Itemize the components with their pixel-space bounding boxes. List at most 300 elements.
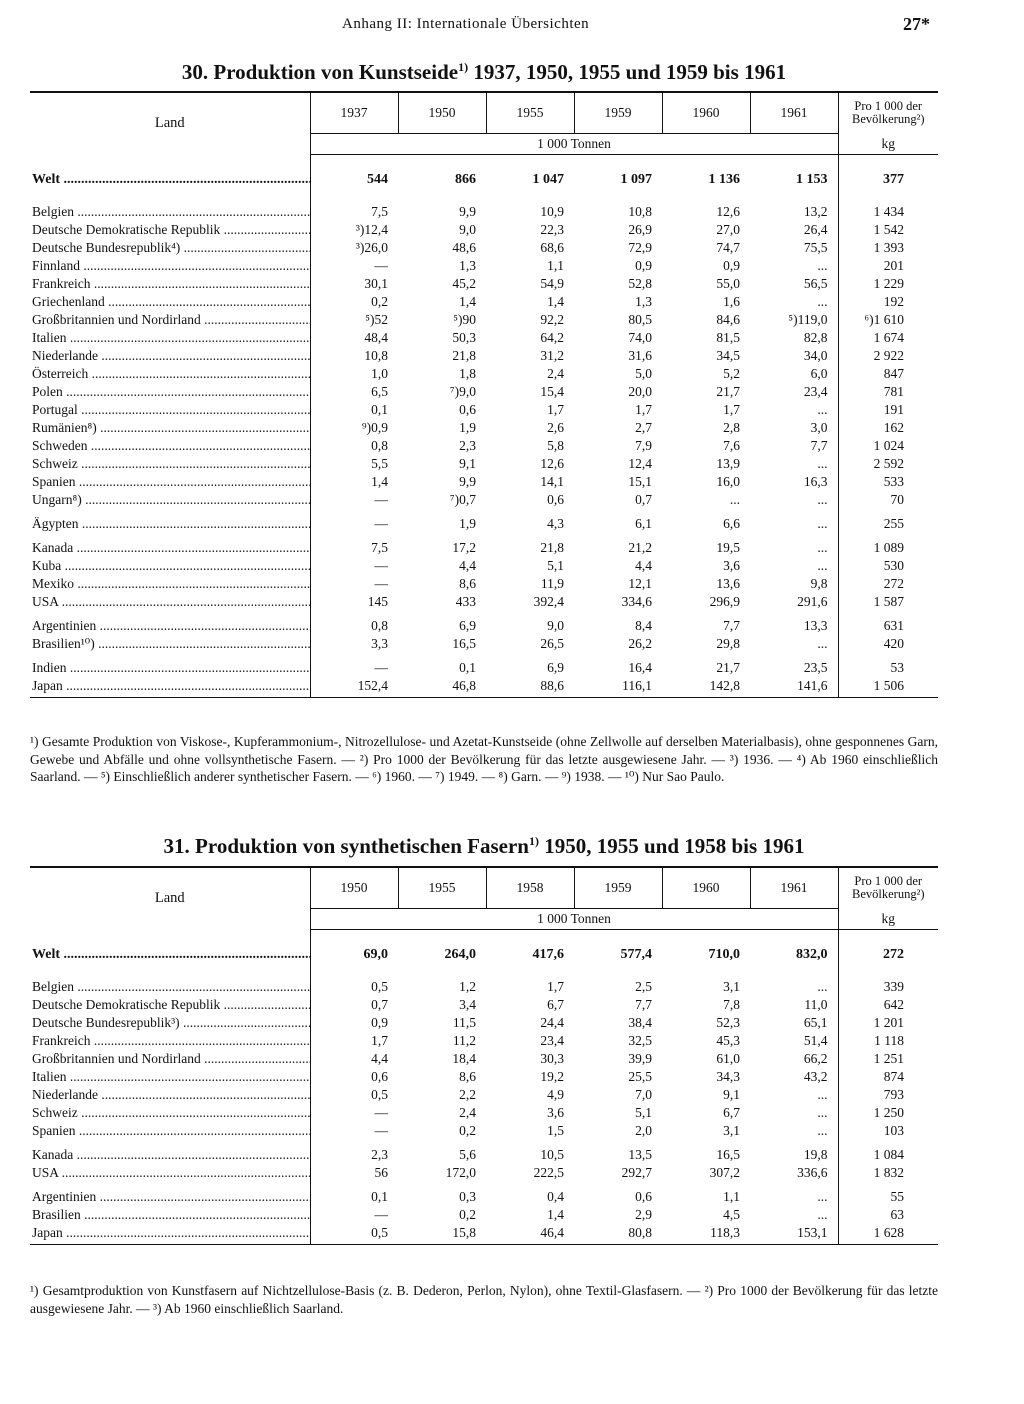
value-cell: ³)12,4 [355, 222, 388, 237]
year-header: 1950 [398, 92, 486, 134]
per-capita-cell: 377 [883, 172, 904, 187]
year-header: 1960 [662, 92, 750, 134]
value-cell: 14,1 [540, 474, 564, 489]
country-cell: Ägypten ..... [30, 509, 310, 533]
value-cell: 1,7 [547, 979, 564, 994]
value-cell: ... [729, 492, 740, 507]
value-cell: 1,4 [371, 474, 388, 489]
table-31-body [30, 930, 938, 1245]
value-cell: 66,2 [750, 1050, 838, 1068]
value-cell: ... [750, 1104, 838, 1122]
value-cell: 5,8 [547, 438, 564, 453]
table-row [30, 239, 938, 257]
country-cell: Niederlande ..... [30, 1086, 310, 1104]
table-30-title: 30. Produktion von Kunstseide$^{1)}$ 1937, 1950, 1955 und 1959 bis 1961 [181, 60, 787, 84]
value-cell: 19,2 [540, 1069, 564, 1084]
value-cell: 55,0 [716, 276, 740, 291]
value-cell: 16,3 [750, 473, 838, 491]
value-cell: 27,0 [716, 222, 740, 237]
table-row [30, 533, 938, 557]
country-cell: Deutsche Demokratische Republik ..... [30, 221, 310, 239]
table-30-body [30, 155, 938, 698]
value-cell: 17,2 [452, 540, 476, 555]
year-header: 1955 [486, 92, 574, 134]
value-cell: 0,3 [459, 1189, 476, 1204]
per-capita-cell: 1 587 [873, 594, 904, 609]
country-cell: Italien ..... [30, 1068, 310, 1086]
year-header: 1960 [662, 867, 750, 909]
table-31-footnotes: ¹) Gesamtproduktion von Kunstfasern auf Nichtzellulose-Basis (z. B. Dederon, Perlon, Nylon), ohne Textil-Glasfasern. — ²) Pro 1000 der Bevölkerung für das letzte ausgewiesene Jahr. — ³) Ab 1960 einschließlich Saarland. [30, 1283, 938, 1316]
table-row [30, 1032, 938, 1050]
country-cell: Deutsche Bundesrepublik³) ..... [30, 1014, 310, 1032]
value-cell: 19,5 [716, 540, 740, 555]
value-cell: 141,6 [750, 677, 838, 698]
value-cell: ... [750, 257, 838, 275]
year-header: 1959 [574, 92, 662, 134]
value-cell: 16,5 [452, 636, 476, 651]
per-capita-cell: 530 [883, 558, 904, 573]
year-header: 1950 [310, 867, 398, 909]
value-cell: 34,0 [750, 347, 838, 365]
value-cell: 13,6 [716, 576, 740, 591]
per-capita-cell: 1 628 [838, 1224, 938, 1245]
per-capita-cell: 874 [883, 1069, 904, 1084]
land-column-header: Land [30, 867, 310, 930]
value-cell: 6,7 [547, 997, 564, 1012]
value-cell: 3,1 [723, 1123, 740, 1138]
value-cell: 15,4 [540, 384, 564, 399]
country-cell: Portugal ..... [30, 401, 310, 419]
value-cell: — [374, 1207, 388, 1222]
value-cell: 7,9 [635, 438, 652, 453]
per-capita-cell: 201 [883, 258, 904, 273]
value-cell: 0,2 [459, 1207, 476, 1222]
value-cell: 3,0 [750, 419, 838, 437]
country-cell: Japan ..... [30, 677, 310, 698]
value-cell: 7,0 [635, 1087, 652, 1102]
value-cell: 2,8 [723, 420, 740, 435]
table-row [30, 1014, 938, 1032]
value-cell: 21,8 [540, 540, 564, 555]
table-row [30, 455, 938, 473]
value-cell: 142,8 [662, 677, 750, 698]
year-header: 1961 [750, 867, 838, 909]
value-cell: 0,6 [459, 402, 476, 417]
per-capita-cell: 255 [883, 516, 904, 531]
country-cell: Großbritannien und Nordirland ..... [30, 1050, 310, 1068]
value-cell: 1,3 [459, 258, 476, 273]
value-cell: ... [750, 1182, 838, 1206]
value-cell: 118,3 [662, 1224, 750, 1245]
table-row [30, 1164, 938, 1182]
table-row [30, 329, 938, 347]
value-cell: 9,0 [459, 222, 476, 237]
value-cell: 21,7 [716, 660, 740, 675]
table-row [30, 203, 938, 221]
value-cell: 2,2 [459, 1087, 476, 1102]
value-cell: 7,7 [723, 618, 740, 633]
value-cell: 7,6 [723, 438, 740, 453]
value-cell: 56,5 [750, 275, 838, 293]
value-cell: 26,4 [750, 221, 838, 239]
value-cell: 56 [374, 1165, 388, 1180]
value-cell: 1,2 [459, 979, 476, 994]
value-cell: 145 [367, 594, 388, 609]
per-capita-cell: 1 674 [873, 330, 904, 345]
per-capita-header: Pro 1 000 der Bevölkerung²) [838, 92, 938, 134]
table-row [30, 1068, 938, 1086]
value-cell: 6,5 [371, 384, 388, 399]
value-cell: — [374, 558, 388, 573]
value-cell: 0,5 [371, 979, 388, 994]
value-cell: 1,3 [635, 294, 652, 309]
table-row [30, 575, 938, 593]
table-row [30, 221, 938, 239]
value-cell: 51,4 [750, 1032, 838, 1050]
value-cell: 13,2 [750, 203, 838, 221]
value-cell: 0,1 [371, 402, 388, 417]
value-cell: 4,9 [547, 1087, 564, 1102]
table-row [30, 257, 938, 275]
value-cell: 0,1 [459, 660, 476, 675]
value-cell: 12,4 [628, 456, 652, 471]
value-cell: 832,0 [750, 930, 838, 979]
country-cell: Schweden ..... [30, 437, 310, 455]
table-row [30, 1206, 938, 1224]
value-cell: 5,1 [635, 1105, 652, 1120]
value-cell: 13,3 [750, 611, 838, 635]
value-cell: 334,6 [621, 594, 652, 609]
value-cell: 264,0 [444, 947, 476, 962]
country-cell: Ungarn⁸) ..... [30, 491, 310, 509]
country-cell: Kuba ..... [30, 557, 310, 575]
per-capita-cell: 192 [883, 294, 904, 309]
value-cell: 34,3 [716, 1069, 740, 1084]
per-capita-unit: kg [838, 909, 938, 930]
table-row [30, 1086, 938, 1104]
table-row [30, 419, 938, 437]
per-capita-cell: 272 [883, 947, 904, 962]
value-cell: — [374, 1123, 388, 1138]
value-cell: 39,9 [628, 1051, 652, 1066]
value-cell: 24,4 [540, 1015, 564, 1030]
value-cell: 417,6 [532, 947, 564, 962]
value-cell: ⁷)9,0 [449, 384, 476, 399]
table-31-synthetische-fasern [30, 866, 938, 1245]
country-cell: Griechenland ..... [30, 293, 310, 311]
table-row [30, 635, 938, 653]
country-cell: USA ..... [30, 1164, 310, 1182]
value-cell: 25,5 [628, 1069, 652, 1084]
value-cell: 577,4 [620, 947, 652, 962]
value-cell: 32,5 [628, 1033, 652, 1048]
value-cell: 1,7 [547, 402, 564, 417]
value-cell: 2,3 [371, 1147, 388, 1162]
value-cell: 48,6 [452, 240, 476, 255]
value-cell: 0,7 [371, 997, 388, 1012]
value-cell: — [374, 492, 388, 507]
per-capita-cell: 1 084 [873, 1147, 904, 1162]
country-cell: Argentinien ..... [30, 611, 310, 635]
value-cell: 20,0 [628, 384, 652, 399]
country-cell: Kanada ..... [30, 533, 310, 557]
value-cell: ... [750, 557, 838, 575]
value-cell: 50,3 [452, 330, 476, 345]
value-cell: 1,8 [459, 366, 476, 381]
value-cell: 5,1 [547, 558, 564, 573]
per-capita-cell: ⁶)1 610 [864, 312, 904, 327]
per-capita-cell: 631 [883, 618, 904, 633]
value-cell: 65,1 [750, 1014, 838, 1032]
value-cell: 68,6 [540, 240, 564, 255]
value-cell: 5,0 [635, 366, 652, 381]
value-cell: 16,5 [716, 1147, 740, 1162]
value-cell: 54,9 [540, 276, 564, 291]
table-row [30, 311, 938, 329]
value-cell: 7,7 [635, 997, 652, 1012]
value-cell: 0,2 [459, 1123, 476, 1138]
value-cell: 7,8 [723, 997, 740, 1012]
value-cell: 116,1 [574, 677, 662, 698]
table-row [30, 677, 938, 698]
value-cell: ... [750, 1086, 838, 1104]
table-row [30, 401, 938, 419]
value-cell: 2,9 [635, 1207, 652, 1222]
value-cell: 2,6 [547, 420, 564, 435]
country-cell: Deutsche Bundesrepublik⁴) ..... [30, 239, 310, 257]
per-capita-cell: 2 592 [873, 456, 904, 471]
value-cell: 336,6 [750, 1164, 838, 1182]
world-total-row [30, 930, 938, 979]
table-row [30, 1104, 938, 1122]
value-cell: 2,5 [635, 979, 652, 994]
country-cell: USA ..... [30, 593, 310, 611]
country-cell: Belgien ..... [30, 978, 310, 996]
per-capita-cell: 55 [890, 1189, 904, 1204]
value-cell: 23,4 [750, 383, 838, 401]
value-cell: 0,9 [635, 258, 652, 273]
country-cell: Großbritannien und Nordirland ..... [30, 311, 310, 329]
country-cell: Argentinien ..... [30, 1182, 310, 1206]
value-cell: — [374, 516, 388, 531]
country-cell: Frankreich ..... [30, 1032, 310, 1050]
value-cell: 10,5 [540, 1147, 564, 1162]
per-capita-cell: 420 [883, 636, 904, 651]
per-capita-cell: 1 089 [873, 540, 904, 555]
value-cell: 80,8 [574, 1224, 662, 1245]
per-capita-cell: 103 [883, 1123, 904, 1138]
value-cell: 15,8 [398, 1224, 486, 1245]
year-header: 1937 [310, 92, 398, 134]
per-capita-cell: 2 922 [873, 348, 904, 363]
value-cell: 23,5 [750, 653, 838, 677]
country-cell: Kanada ..... [30, 1140, 310, 1164]
table-row [30, 653, 938, 677]
value-cell: 0,1 [371, 1189, 388, 1204]
per-capita-cell: 272 [883, 576, 904, 591]
table-30-kunstseide [30, 91, 938, 698]
value-cell: 29,8 [716, 636, 740, 651]
value-cell: 1,7 [635, 402, 652, 417]
value-cell: 4,3 [547, 516, 564, 531]
per-capita-cell: 781 [883, 384, 904, 399]
value-cell: ⁵)52 [365, 312, 388, 327]
value-cell: 4,4 [459, 558, 476, 573]
country-cell: Deutsche Demokratische Republik ..... [30, 996, 310, 1014]
value-cell: 1,7 [723, 402, 740, 417]
value-cell: 10,8 [364, 348, 388, 363]
value-cell: 3,6 [547, 1105, 564, 1120]
value-cell: ... [750, 455, 838, 473]
country-cell: Welt ..... [30, 930, 310, 979]
value-cell: 5,5 [371, 456, 388, 471]
table-row [30, 275, 938, 293]
value-cell: ... [750, 509, 838, 533]
value-cell: 296,9 [709, 594, 740, 609]
value-cell: 9,9 [459, 474, 476, 489]
table-row [30, 293, 938, 311]
value-cell: 45,3 [716, 1033, 740, 1048]
value-cell: 0,7 [635, 492, 652, 507]
table-row [30, 611, 938, 635]
table-row [30, 1182, 938, 1206]
table-row [30, 437, 938, 455]
table-row [30, 557, 938, 575]
per-capita-cell: 1 542 [873, 222, 904, 237]
value-cell: 1,4 [459, 294, 476, 309]
value-cell: 12,6 [716, 204, 740, 219]
value-cell: 1,1 [547, 258, 564, 273]
value-cell: 6,0 [750, 365, 838, 383]
value-cell: 75,5 [750, 239, 838, 257]
value-cell: 9,1 [459, 456, 476, 471]
value-cell: 31,6 [628, 348, 652, 363]
per-capita-header: Pro 1 000 der Bevölkerung²) [838, 867, 938, 909]
table-row [30, 996, 938, 1014]
value-cell: 80,5 [628, 312, 652, 327]
per-capita-cell: 793 [883, 1087, 904, 1102]
value-cell: 710,0 [708, 947, 740, 962]
value-cell: 1,6 [723, 294, 740, 309]
value-cell: 88,6 [486, 677, 574, 698]
value-cell: 1,5 [547, 1123, 564, 1138]
value-cell: 8,6 [459, 576, 476, 591]
value-cell: 74,0 [628, 330, 652, 345]
country-cell: Indien ..... [30, 653, 310, 677]
country-cell: Japan ..... [30, 1224, 310, 1245]
value-cell: ... [750, 635, 838, 653]
value-cell: ⁹)0,9 [361, 420, 388, 435]
value-cell: 23,4 [540, 1033, 564, 1048]
value-cell: 8,4 [635, 618, 652, 633]
value-cell: 292,7 [621, 1165, 652, 1180]
value-cell: 10,8 [628, 204, 652, 219]
value-cell: 291,6 [750, 593, 838, 611]
value-cell: 43,2 [750, 1068, 838, 1086]
value-cell: 7,5 [371, 540, 388, 555]
value-cell: 2,0 [635, 1123, 652, 1138]
table-row [30, 1122, 938, 1140]
year-header: 1958 [486, 867, 574, 909]
country-cell: Brasilien¹⁰) ..... [30, 635, 310, 653]
value-cell: 10,9 [540, 204, 564, 219]
value-cell: 82,8 [750, 329, 838, 347]
value-cell: 2,4 [547, 366, 564, 381]
value-cell: ⁷)0,7 [449, 492, 476, 507]
value-cell: 30,3 [540, 1051, 564, 1066]
value-cell: ... [750, 978, 838, 996]
per-capita-cell: 642 [883, 997, 904, 1012]
value-cell: 21,8 [452, 348, 476, 363]
country-cell: Niederlande ..... [30, 347, 310, 365]
value-cell: 0,8 [371, 618, 388, 633]
table-row [30, 365, 938, 383]
per-capita-cell: 1 251 [873, 1051, 904, 1066]
value-cell: 46,8 [398, 677, 486, 698]
value-cell: 48,4 [364, 330, 388, 345]
value-cell: 1,0 [371, 366, 388, 381]
per-capita-cell: 1 118 [874, 1033, 904, 1048]
value-cell: ⁵)119,0 [750, 311, 838, 329]
per-capita-cell: 339 [883, 979, 904, 994]
value-cell: ⁵)90 [453, 312, 476, 327]
per-capita-cell: 1 832 [873, 1165, 904, 1180]
value-cell: ... [750, 533, 838, 557]
value-cell: 8,6 [459, 1069, 476, 1084]
value-cell: 13,9 [716, 456, 740, 471]
value-cell: 45,2 [452, 276, 476, 291]
per-capita-cell: 63 [890, 1207, 904, 1222]
table-row [30, 1050, 938, 1068]
per-capita-cell: 70 [890, 492, 904, 507]
running-title: Anhang II: Internationale Übersichten [342, 16, 590, 32]
page-number: 27* [903, 14, 930, 34]
value-cell: ... [750, 1122, 838, 1140]
country-cell: Italien ..... [30, 329, 310, 347]
value-cell: 22,3 [540, 222, 564, 237]
value-cell: 1 047 [532, 172, 564, 187]
value-cell: 866 [455, 172, 476, 187]
country-cell: Schweiz ..... [30, 1104, 310, 1122]
value-cell: 13,5 [628, 1147, 652, 1162]
table-row [30, 491, 938, 509]
value-cell: 1,7 [371, 1033, 388, 1048]
value-cell: 1 097 [620, 172, 652, 187]
value-cell: 11,5 [452, 1015, 476, 1030]
value-cell: 172,0 [445, 1165, 476, 1180]
value-cell: 64,2 [540, 330, 564, 345]
year-header: 1955 [398, 867, 486, 909]
value-cell: 1,9 [459, 420, 476, 435]
value-cell: 544 [367, 172, 388, 187]
value-cell: 0,4 [547, 1189, 564, 1204]
per-capita-cell: 1 201 [873, 1015, 904, 1030]
value-cell: 38,4 [628, 1015, 652, 1030]
value-cell: 11,0 [750, 996, 838, 1014]
value-cell: 6,6 [723, 516, 740, 531]
country-cell: Schweiz ..... [30, 455, 310, 473]
value-cell: ... [750, 1206, 838, 1224]
value-cell: 12,6 [540, 456, 564, 471]
country-cell: Mexiko ..... [30, 575, 310, 593]
value-cell: 4,4 [371, 1051, 388, 1066]
table-31-title: 31. Produktion von synthetischen Fasern$^{1)}$ 1950, 1955 und 1958 bis 1961 [163, 834, 805, 858]
per-capita-cell: 1 434 [873, 204, 904, 219]
per-capita-cell: 1 229 [873, 276, 904, 291]
value-cell: 433 [455, 594, 476, 609]
per-capita-cell: 1 393 [873, 240, 904, 255]
value-cell: 0,2 [371, 294, 388, 309]
